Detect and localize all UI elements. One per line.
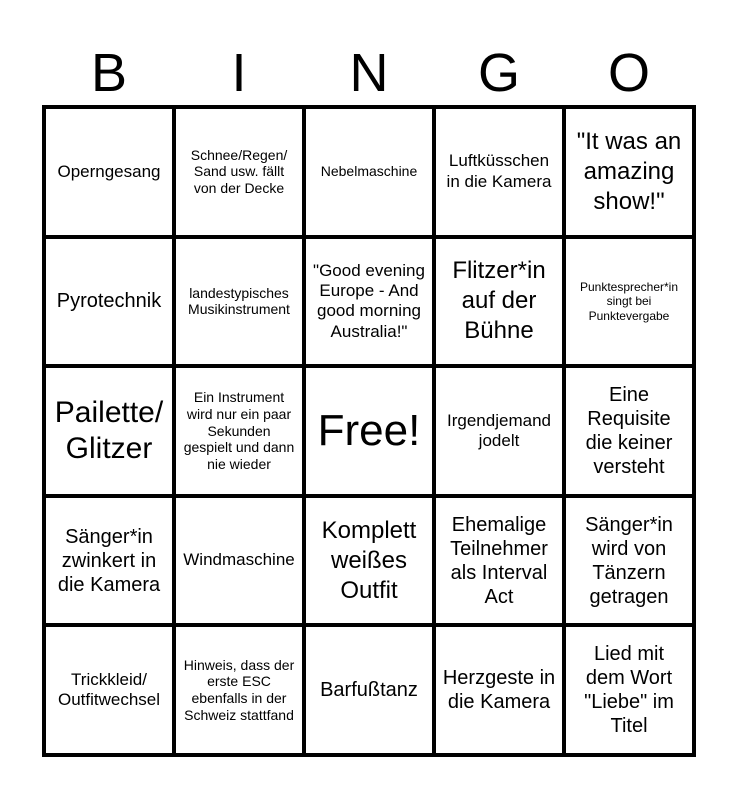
bingo-cell[interactable]: Hinweis, dass der erste ESC ebenfalls in der Schweiz stattfand [174,625,304,755]
bingo-cell[interactable]: Ehemalige Teilnehmer als Interval Act [434,496,564,626]
bingo-cell[interactable]: Trickkleid/ Outfitwechsel [44,625,174,755]
bingo-cell[interactable]: "It was an amazing show!" [564,107,694,237]
bingo-cell[interactable]: Schnee/Regen/ Sand usw. fällt von der Decke [174,107,304,237]
header-letter-b: B [90,43,128,103]
bingo-cell[interactable]: Lied mit dem Wort "Liebe" im Titel [564,625,694,755]
bingo-cell[interactable]: Sänger*in zwinkert in die Kamera [44,496,174,626]
bingo-cell[interactable]: Pailette/ Glitzer [44,366,174,496]
bingo-cell[interactable]: Herzgeste in die Kamera [434,625,564,755]
bingo-board [42,105,696,757]
bingo-cell[interactable]: Irgendjemand jodelt [434,366,564,496]
bingo-cell[interactable]: Barfußtanz [304,625,434,755]
header-letter-g: G [477,43,520,103]
header-letter-n: N [349,43,389,103]
bingo-cell[interactable]: "Good evening Europe - And good morning Australia!" [304,237,434,367]
bingo-cell[interactable]: Sänger*in wird von Tänzern getragen [564,496,694,626]
bingo-cell[interactable]: Komplett weißes Outfit [304,496,434,626]
free-space-cell[interactable]: Free! [304,366,434,496]
bingo-cell[interactable]: Windmaschine [174,496,304,626]
bingo-cell[interactable]: Flitzer*in auf der Bühne [434,237,564,367]
bingo-cell[interactable]: Nebelmaschine [304,107,434,237]
bingo-header [44,40,694,106]
bingo-cell[interactable]: Pyrotechnik [44,237,174,367]
bingo-cell[interactable]: Ein Instrument wird nur ein paar Sekunden gespielt und dann nie wieder [174,366,304,496]
bingo-cell[interactable]: Luftküsschen in die Kamera [434,107,564,237]
bingo-cell[interactable]: landestypisches Musikinstrument [174,237,304,367]
bingo-cell[interactable]: Eine Requisite die keiner versteht [564,366,694,496]
header-letter-o: O [607,43,650,103]
bingo-cell[interactable]: Operngesang [44,107,174,237]
bingo-cell[interactable]: Punktesprecher*in singt bei Punktevergabe [564,237,694,367]
header-letter-i: I [231,43,247,103]
